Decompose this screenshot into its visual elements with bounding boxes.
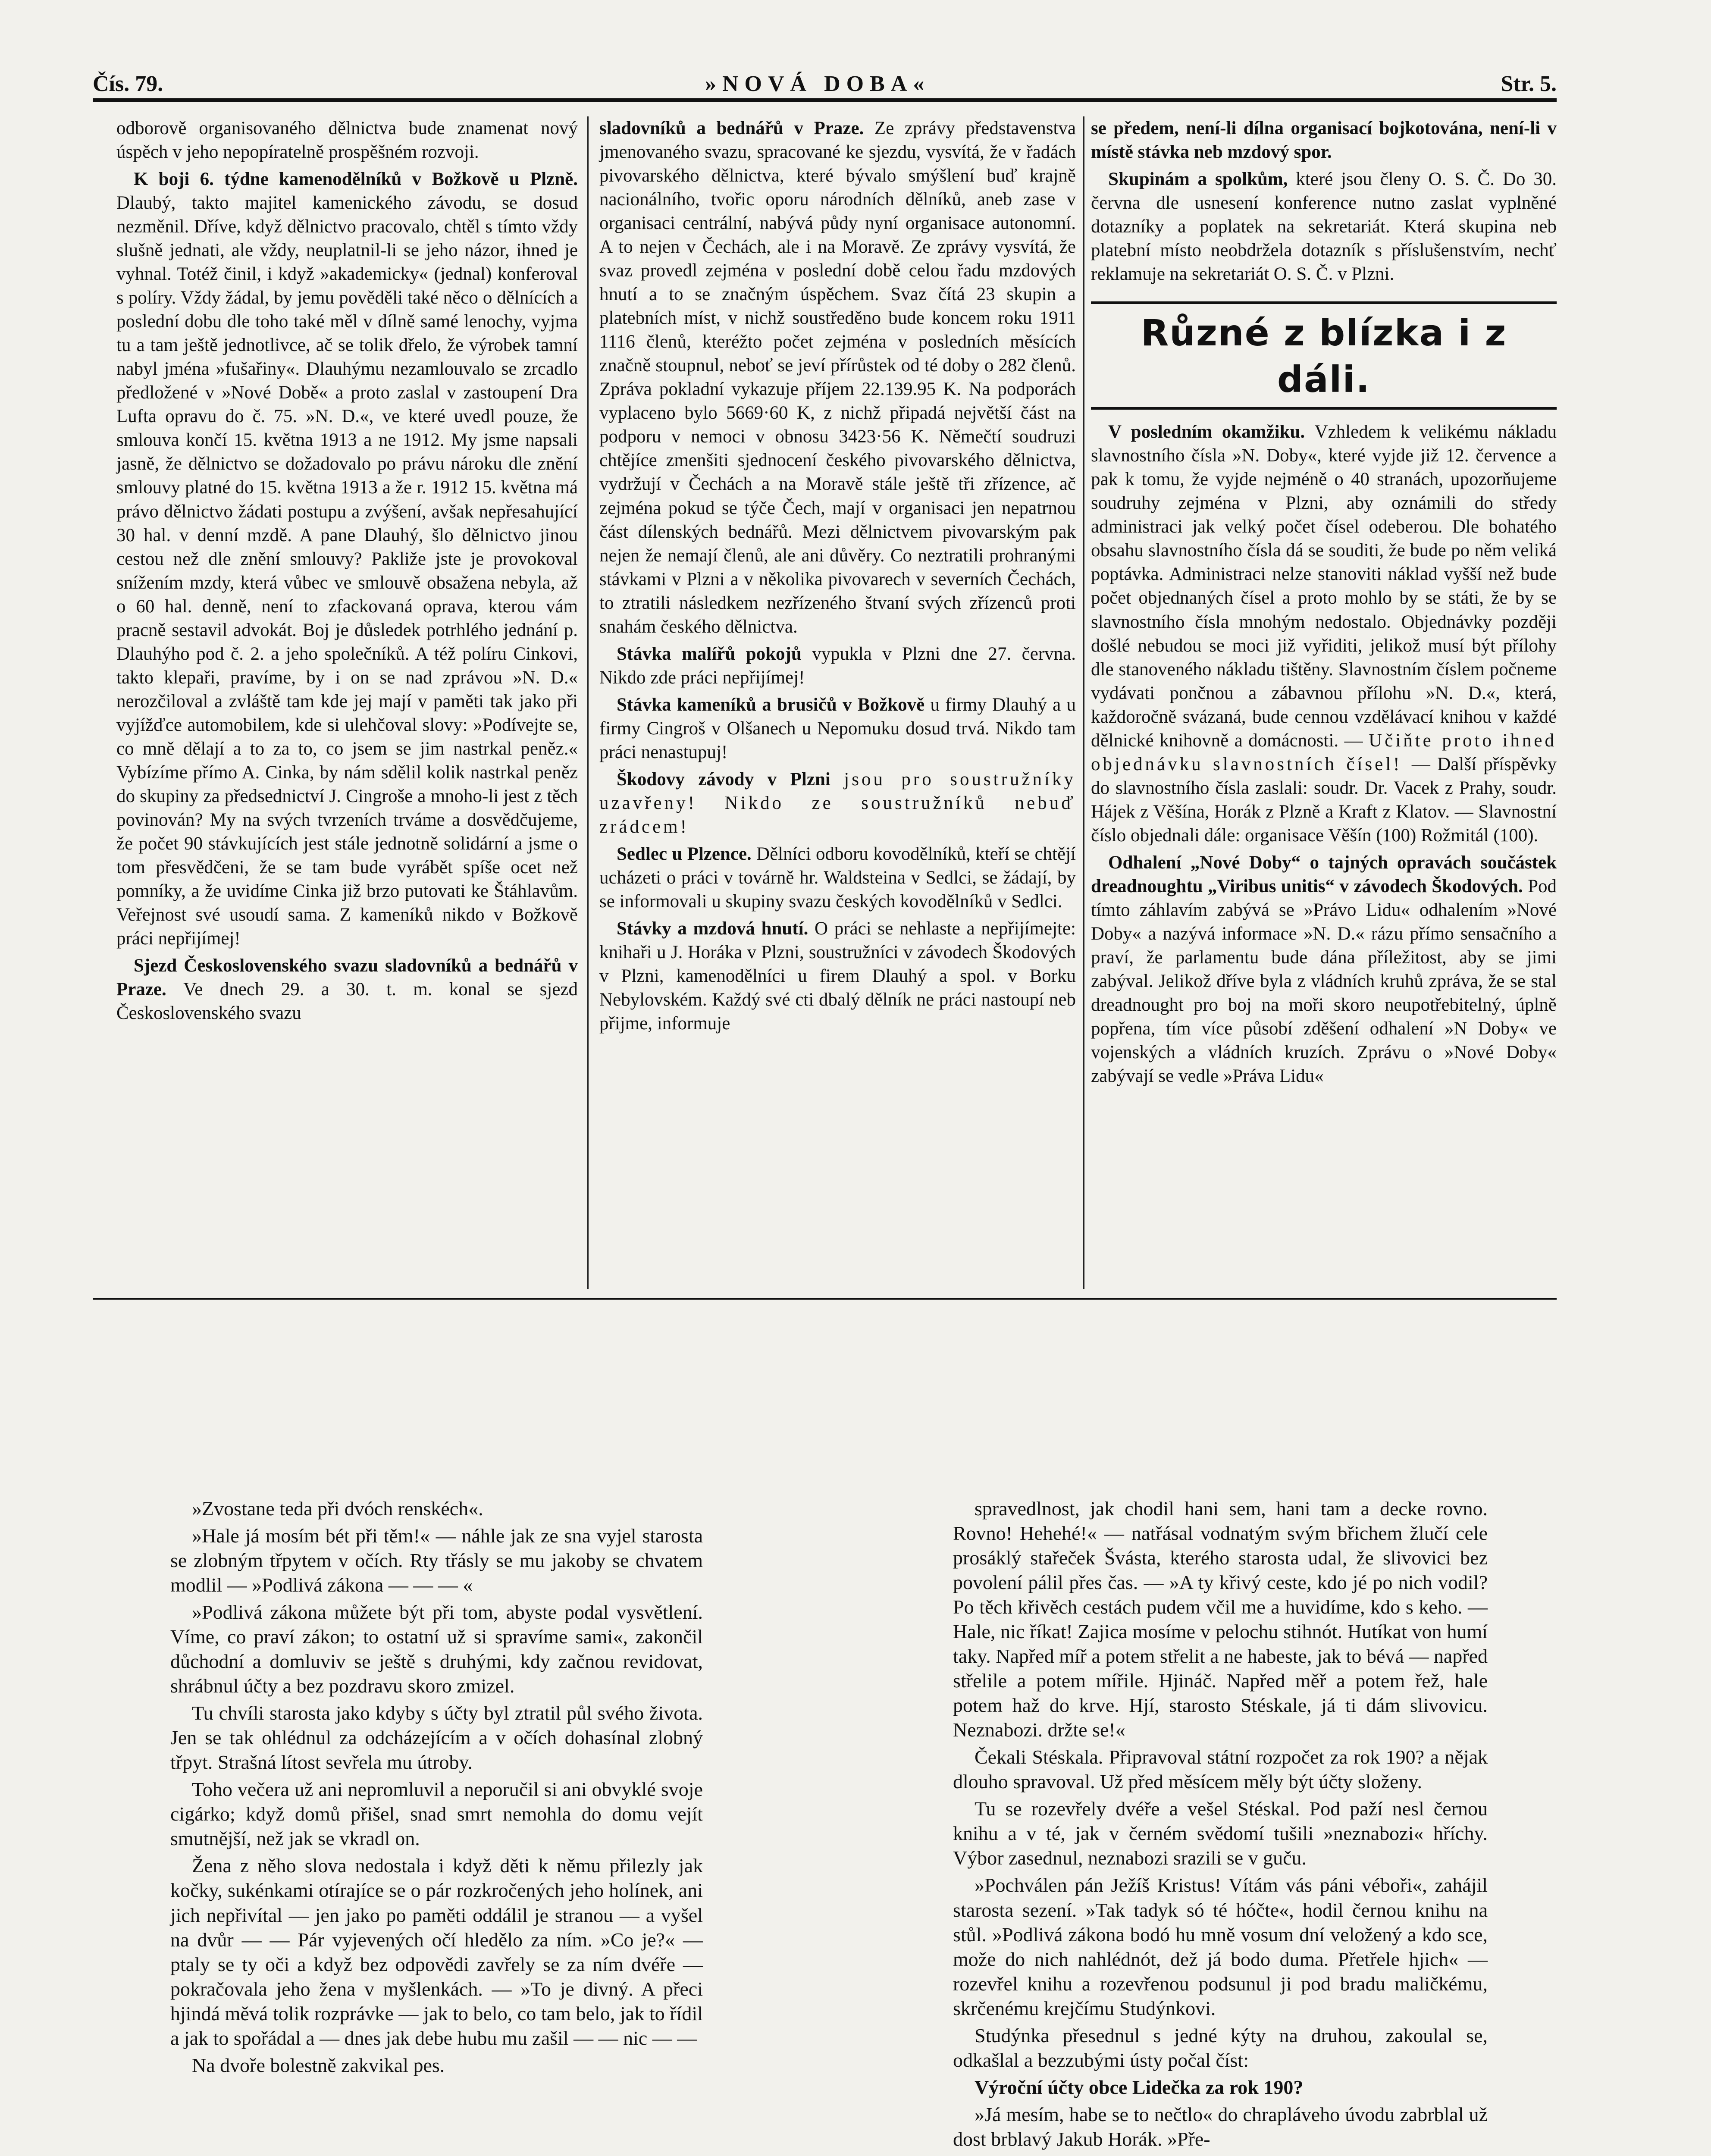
section-divider <box>93 1298 1557 1300</box>
article-block <box>599 642 1076 689</box>
article-text: Ve dnech 29. a 30. t. m. konal se sjezd Československého svazu <box>116 979 578 1024</box>
article-block <box>599 842 1076 913</box>
paragraph: Tu se rozevřely dvéře a vešel Stéskal. Pod paží nesl černou knihu a v té, jak v černém svědomí tušili »neznabozi« hříchy. Výbor zasednul, neznabozi srazili se v guču. <box>953 1798 1488 1869</box>
paragraph: Výroční účty obce Lidečka za rok 190? <box>975 2076 1304 2098</box>
article-block <box>116 167 578 950</box>
article-block <box>1091 851 1557 1088</box>
article-heading: K boji 6. týdne kamenodělníků v Božkově u Plzně. <box>134 169 578 190</box>
paragraph: »Hale já mosím bét při těm!« — náhle jak ze sna vyjel starosta se zlobným třpytem v očích. Rty třásly se mu jakoby se chvatem modlil — »Podlivá zákona — — — « <box>170 1525 703 1596</box>
paragraph: »Já mesím, habe se to nečtlo« do chrapláveho úvodu zabrblal už dost brblavý Jakub Horák. »Pře- <box>953 2103 1488 2150</box>
article-text: — Další příspěvky do slavnostního čísla zaslali: soudr. Dr. Vacek z Prahy, soudr. Hájek z Věšína, Horák z Plzně a Kraft z Klatov. — Slavnostní číslo objednali dále: organisace Věšín (100) Rožmitál (100). <box>1091 754 1557 846</box>
column-divider-1 <box>587 116 589 1289</box>
article-text: Ze zprávy představenstva jmenovaného svazu, spracované ke sjezdu, vysvítá, že v řadách pivovarského dělnictva, které bývalo smýšlení buď krajně nacionálního, tvořic oporu národních dělníků, aneb zase v organisaci centrální, nabývá půdy nyní organisace autonomní. A to nejen v Čechách, ale i na Moravě. Ze zprávy vysvítá, že svaz provedl zejména v poslední době celou řadu mzdových hnutí a to se značným úspěchem. Svaz čítá 23 skupin a platebních míst, v nichž soustředěno bude koncem roku 1911 1116 členů, kteréžto počet zejména v posledních měsících značně stoupnul, neboť se jeví přírůstek od té doby o 282 členů. Zpráva pokladní vykazuje příjem 22.139.95 K. Na podporách vyplaceno bylo 5669·60 K, z nichž připadá největší část na podporu v nemoci v obnosu 3423·56 K. Němečtí soudruzi chtějíce zmenšiti sjednocení českého pivovarského dělnictva, vydržují v Čechách a na Moravě stále ještě tři zřízence, ač zejména pokud se týče Čech, mají v organisaci jen nepatrnou část dílenských bednářů. Mezi dělnictvem pivovarským pak nejen že nemají členů, ale ani důvěry. Co neztratili prohranými stávkami v Plzni a v několika pivovarech v severních Čechách, to ztratili následkem nezřízeného štvaní svých zřízenců proti snahám českého dělnictva. <box>599 118 1076 637</box>
header-rule <box>93 98 1557 102</box>
masthead-title: »NOVÁ DOBA« <box>705 72 931 96</box>
article-text: Učiňte proto ihned objednávku slavnostních čísel! <box>1091 730 1557 774</box>
article-heading: sladovníků a bednářů v Praze. <box>599 118 874 138</box>
page-header <box>93 67 1557 101</box>
paragraph: Žena z něho slova nedostala i když děti k němu přilezly jak kočky, sukénkami otírajíce se o pár rozkročených jeho holínek, ani jich nepřivítal — jen jako po paměti oddálil je stranou — a vyšel na dvůr — — Pár vyjevených očí hledělo za ním. »Co je?« — ptaly se ty oči a když bez odpovědi zavřely se za ním dvéře — pokračovala jeho žena v myšlenkách. — »To je divný. A přeci hjindá měvá tolik rozprávke — jak to belo, co tam belo, jak to řídil a jak to spořádal a — dnes jak debe hubu mu zašil — — nic — — <box>170 1855 703 2049</box>
article-heading: Stávka malířů pokojů <box>617 643 812 664</box>
article-text: jsou pro soustružníky uzavřeny! Nikdo ze soustružníků nebuď zrádcem! <box>599 769 1076 837</box>
article-heading: Sedlec u Plzence. <box>617 843 757 864</box>
article-heading: Skupinám a spolkům, <box>1108 169 1296 190</box>
article-heading: Sjezd Československého svazu sladovníků a bednářů v Praze. <box>116 956 578 1000</box>
page-number: Str. 5. <box>1501 72 1557 96</box>
article-text: O práci se nehlaste a nepřijímejte: knihaři u J. Horáka v Plzni, soustružníci v závodech Škodových v Plzni, kamenodělníci u firem Dlauhý a spol. v Borku Nebylovském. Každý své cti dbalý dělník ne práci nastoupí neb přijme, informuje <box>599 918 1076 1034</box>
article-heading: V posledním okamžiku. <box>1108 422 1315 442</box>
paragraph: Toho večera už ani nepromluvil a neporučil si ani obvyklé svoje cigárko; když domů přišel, snad smrt nemohla do domu vejít smutnější, než jak se vkradl on. <box>170 1778 703 1850</box>
article-block <box>599 917 1076 1035</box>
paragraph: »Podlivá zákona můžete být při tom, abyste podal vysvětlení. Víme, co praví zákon; to ostatní už si spravíme sami«, zakončil důchodní a domluviv se ještě s druhými, kdy začnou revidovat, shrábnul účty a bez pozdravu skoro zmizel. <box>170 1601 703 1697</box>
article-heading: Odhalení „Nové Doby“ o tajných opravách součástek dreadnoughtu „Viribus unitis“ v závodech Škodových. <box>1091 852 1557 896</box>
paragraph: spravedlnost, jak chodil hani sem, hani tam a decke rovno. Rovno! Hehehé!« — natřásal vodnatým svým břichem žlučí cele prosáklý stařeček Švásta, kterého starosta udal, že slivovici bez povolení pálil přes čas. — »A ty křivý ceste, kdo jé po nich vodil? Po těch křivěch cestách pudem včil me a huvidíme, kdo s keho. — Hale, nic říkat! Zajica mosíme v pelochu stihnót. Hutíkat von humí taky. Napřed míř a potem střelit a ne habeste, jak to bévá — napřed střelile a potem mířile. Hjináč. Napřed měř a potem řež, hale potem haž do krve. Hjí, starosto Stéskale, já ti dám slivovicu. Neznabozi. držte se!« <box>953 1498 1488 1741</box>
article-text: Vzhledem k velikému nákladu slavnostního čísla »N. Doby«, které vyjde již 12. července a pak k tomu, že vyjde nejméně o 40 stranách, upozorňujeme soudruhy zejména v Plzni, aby oznámili do středy administraci jak velký počet čísel odeberou. Dle bohatého obsahu slavnostního čísla dá se souditi, že bude po něm veliká poptávka. Administraci nelze stanoviti náklad vyšší než bude počet objednaných čísel a proto mohlo by se státi, že by se slavnostního čísla mnohým nedostalo. Objednávky později došlé nebudou se moci již vyřiditi, jelikož musí být přílohy dle stanoveného nákladu tištěny. Slavnostním číslem počneme vydávati pončnou a zábavnou přílohu »N. D.«, která, každoročně svázaná, bude cennou vzdělávací knihou v každé dělnické knihovně a domácnosti. — <box>1091 422 1557 751</box>
article-block <box>1091 167 1557 286</box>
column-divider-2 <box>1083 116 1084 1289</box>
article-block <box>116 954 578 1025</box>
article-column-2 <box>599 116 1076 1039</box>
article-heading: Stávka kameníků a brusičů v Božkově <box>617 694 931 715</box>
story-column-left <box>170 1496 703 2080</box>
paragraph: Studýnka přesednul s jedné kýty na druhou, zakoulal se, odkašlal a bezzubými ústy počal číst: <box>953 2024 1488 2071</box>
paragraph: odborově organisovaného dělnictva bude znamenat nový úspěch v jeho nepopíratelně prospěšném rozvoji. <box>116 118 578 163</box>
article-text: Dlaubý, takto majitel kamenického závodu, se dosud nezměnil. Dříve, když dělnictvo pracovalo, chtěl s tímto vždy slušně jednati, ale vždy, neuplatnil-li se jeho názor, ihned je vyhnal. Totéž činil, i když »akademicky« (jednal) konferoval s políry. Vždy žádal, by jemu pověděli také něco o dělnících a poslední dobu dle toho také měl v dílně samé lenochy, vyjma tu a tam ještě jednotlivce, ač se tolik dřelo, že výrobek tamní nabyl jména »fušařiny«. Dlauhýmu nezamlouvalo se zrcadlo předložené v »Nové Době« a proto zaslal v zastoupení Dra Lufta opravu do č. 75. »N. D.«, ve které uvedl pouze, že smlouva končí 15. května 1913 a ne 1912. My jsme napsali jasně, že dělnictvo se dožadovalo po právu nároku dle znění smlouvy platné do 15. května 1913 a že r. 1912 15. května má právo dělnictvo žádati postupu a zvýšení, avšak nepřesahující 30 hal. v denní mzdě. A pane Dlauhý, šlo dělnictvo jinou cestou než dle znění smlouvy? Pakliže jste je provokoval snížením mzdy, která vůbec ve smlouvě obsažena nebyla, až o 60 hal. denně, není to zfackovaná oprava, kterou vám pracně sestavil advokát. Boj je důsledek potrhlého jednání p. Dlauhýho pod č. 2. a jeho společníků. A též políru Cinkovi, takto klepaři, pravíme, by i on se nad zprávou »N. D.« nerozčiloval a zvláště tam kde jej mají v paměti tak jako při vyjížďce automobilem, kde si ulehčoval slovy: »Podívejte se, co mně dělají a to za to, co jsem se jim nastrkal peněz.« Vybízíme přímo A. Cinka, by nám sdělil kolik nastrkal peněz do skupiny za předsednictví J. Cingroše a mnoho-li jest z těch povinován? My na svých tvrzeních trváme a dosvědčujeme, že počet 90 stávkujících jest stále jednotně solidární a jsme o tom přesvědčeni, že se tam bude vyrábět spíše ocet než pomníky, a že uvidíme Cinka již brzo putovati ke Štáhlavům. Veřejnost své usoudí sama. Z kameníků nikdo v Božkově práci nepřijímej! <box>116 193 578 949</box>
section-banner: Různé z blízka i z dáli. <box>1091 301 1557 410</box>
article-block <box>599 116 1076 639</box>
paragraph: »Pochválen pán Ježíš Kristus! Vítám vás páni véboři«, zahájil starosta sezení. »Tak tadyk só té hóčte«, hodil černou knihu na stůl. »Podlivá zákona bodó hu mně vosum dní veložený a kdo sce, može do nich nahlédnót, dež já bodo duma. Přetřele hjich« — rozevřel knihu a rozevřenou podsunul ji pod bradu maličkému, skrčenému krejčímu Studýnkovi. <box>953 1874 1488 2019</box>
article-block <box>599 768 1076 839</box>
article-column-1 <box>116 116 578 1028</box>
article-block <box>599 693 1076 764</box>
issue-number: Čís. 79. <box>93 72 163 96</box>
article-heading: Stávky a mzdová hnutí. <box>617 918 815 939</box>
article-text: Pod tímto záhlavím zabývá se »Právo Lidu« odhalením »Nové Doby« a nazývá informace »N. D.« rázu přímo sensačního a praví, že parlamentu bude dána příležitost, aby se jimi zabýval. Jelikož dříve byla z vládních kruhů zpráva, že se stal dreadnought pro boj na moři skoro neupotřebitelný, úplně popřena, tím více působí zděšení odhalení »N Doby« ve vojenských a vládních kruzích. Zprávu o »Nové Doby« zabývají se vedle »Práva Lidu« <box>1091 876 1557 1087</box>
article-text: vypukla v Plzni dne 27. června. Nikdo zde práci nepřijímej! <box>599 643 1076 688</box>
story-column-right <box>953 1496 1488 2154</box>
paragraph: »Zvostane teda při dvóch renskéch«. <box>192 1498 483 1520</box>
paragraph: Čekali Stéskala. Připravoval státní rozpočet za rok 190? a nějak dlouho spravoval. Už před měsícem měly být účty složeny. <box>953 1746 1488 1793</box>
article-block <box>1091 420 1557 847</box>
paragraph: Tu chvíli starosta jako kdyby s účty byl ztratil půl svého života. Jen se tak ohlédnul za odcházejícím a v očích dohasínal zlobný třpyt. Strašná lítost sevřela mu útroby. <box>170 1702 703 1774</box>
article-text: u firmy Dlauhý a u firmy Cingroš v Olšanech u Nepomuku dosud trvá. Nikdo tam práci nenastupuj! <box>599 694 1076 762</box>
paragraph: Na dvoře bolestně zakvikal pes. <box>192 2054 445 2076</box>
article-text: Dělníci odboru kovodělníků, kteří se chtějí ucházeti o práci v továrně hr. Waldsteina v Sedlci, se žádají, by se informovali u skupiny svazu českých kovodělníků v Sedlci. <box>599 843 1076 912</box>
article-column-3 <box>1091 116 1557 1091</box>
article-text: které jsou členy O. S. Č. Do 30. června dle usnesení konference nutno zaslat vyplněné dotazníky a poplatek na sekretariát. Která skupina neb platební místo neobdržela dotazník s příslušenstvím, nechť reklamuje na sekretariát O. S. Č. v Plzni. <box>1091 169 1557 285</box>
paragraph: se předem, není-li dílna organisací bojkotována, není-li v místě stávka neb mzdový spor. <box>1091 118 1557 163</box>
article-heading: Škodovy závody v Plzni <box>617 769 844 790</box>
